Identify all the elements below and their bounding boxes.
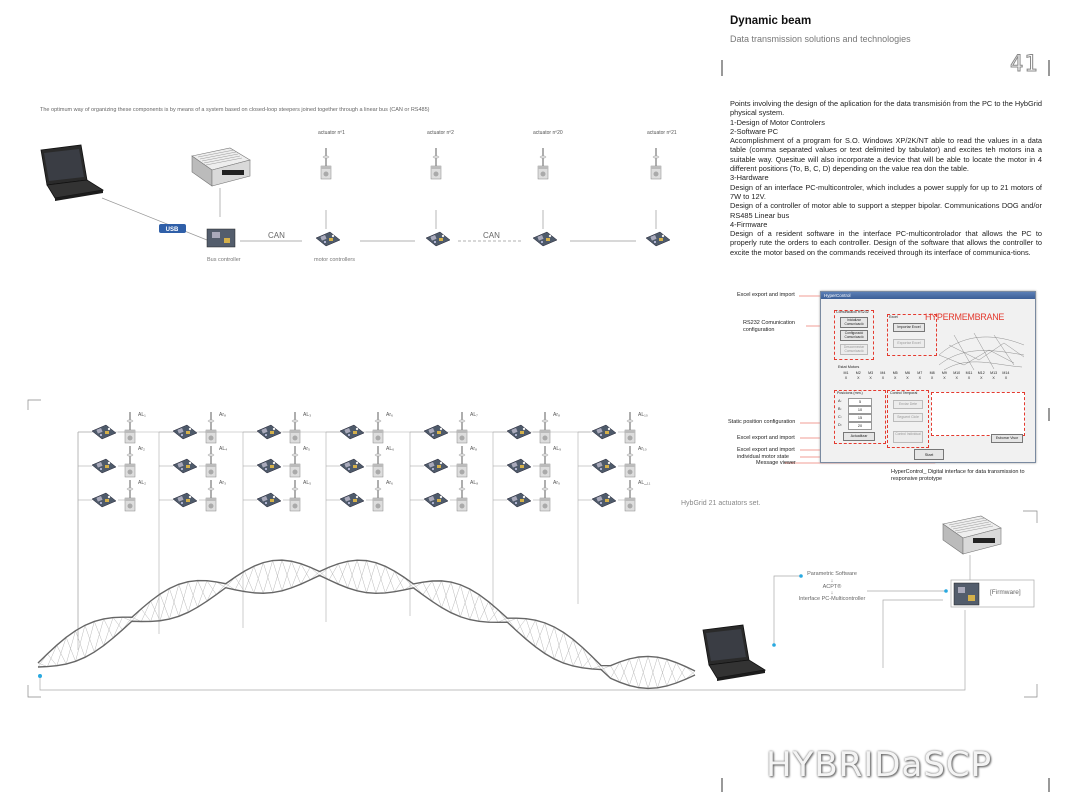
annotation-rs232: RS232 Comunication configuration: [743, 320, 795, 333]
actuator-grid-label: Ar₈: [553, 412, 561, 418]
motor-controller-icon: [507, 459, 531, 473]
motor-controller-icon: [592, 459, 616, 473]
interface-window: [820, 291, 1036, 463]
actuator-icon: [125, 480, 135, 511]
actuator-grid-label: Ar₂: [138, 446, 145, 452]
body-paragraph: 2-Software PC: [730, 126, 779, 136]
import-excel-button[interactable]: Importar Excel: [893, 323, 925, 332]
position-input[interactable]: 15: [848, 414, 872, 422]
actuator-grid-label: Ar₈: [219, 412, 227, 418]
flow-step-interface: Interface PC-Multicontroller: [798, 596, 866, 602]
actuator-icon: [457, 412, 467, 443]
bus-controller-board: [207, 229, 235, 247]
actuator-icon: [290, 480, 300, 511]
position-row: [838, 414, 880, 421]
motor-state-cell: [976, 371, 986, 381]
actuator-icon: [290, 446, 300, 477]
motor-label: M9: [941, 371, 947, 375]
link-node: [944, 589, 948, 593]
motor-label: M8: [929, 371, 935, 375]
motor-state: X: [869, 376, 872, 380]
actuator-grid-label: AL₃: [303, 412, 312, 418]
actuator-icon: [625, 412, 635, 443]
actuator-grid-label: AL_₁₁: [638, 480, 651, 486]
window-title: HyperControl: [824, 293, 851, 298]
motor-label: M7: [917, 371, 923, 375]
position-label: B:: [838, 407, 842, 411]
usb-logo: [159, 224, 186, 233]
motor-state: X: [906, 376, 909, 380]
clear-viewer-button[interactable]: Esborrar Visor: [991, 434, 1023, 443]
flow-stack: [779, 571, 885, 604]
motor-state-cell: [866, 371, 876, 381]
position-row: [838, 422, 880, 429]
init-comm-button[interactable]: Inicializar Comunicació: [840, 317, 868, 328]
motor-state: X: [967, 376, 971, 380]
export-excel-button[interactable]: Exportar Excel: [893, 339, 925, 348]
temporal-title: Control Temporal: [890, 391, 918, 395]
page-subtitle: Data transmission solutions and technologies: [730, 34, 911, 44]
body-paragraph: Accomplishment of a program for S.O. Windows XP/2K/NT able to read the values in a data table (comma separated values or text delimited by tabulator) and excites teh motors ina a suitable way. Quesitue will also incorporate a device that will be able to locate the motor in 4 different positions (To, B, C, D) depending on the value rea don the table.: [730, 136, 1042, 174]
motor-controller-icon: [173, 459, 197, 473]
motor-label: M1: [843, 371, 849, 375]
position-label: C:: [838, 415, 842, 419]
actuator-icon: [538, 148, 548, 179]
motor-controller-icon: [424, 425, 448, 439]
brand-logo: HYBRIDaSCP: [766, 745, 993, 785]
actuator-icon: [625, 446, 635, 477]
motor-state-cell: [939, 371, 949, 381]
page-number: 41: [1010, 52, 1039, 77]
motor-state-cell: [964, 371, 974, 381]
intro-text: The optimum way of organizing these components is by means of a system based on closed-loop steepers joined together through a linear bus (CAN or RS485): [40, 107, 430, 113]
motor-label: M5: [892, 371, 898, 375]
motors-header: Estat Motors: [838, 365, 860, 369]
position-label: A:: [838, 399, 842, 403]
motor-state: X: [943, 376, 946, 380]
body-paragraph: Design of a resident software in the interface PC-multicontrolador that allows the PC to properly rute the orders to each controller. Design of the software that allows the controller to excite the motor based on the commands received through its interface of communica-tions.: [730, 229, 1042, 257]
annotation-excel: Excel export and import: [737, 292, 795, 298]
motor-controller-icon: [592, 425, 616, 439]
start-button[interactable]: Start: [914, 449, 944, 460]
actuator-icon: [373, 412, 383, 443]
actuator-icon: [457, 446, 467, 477]
body-paragraph: 1-Design of Motor Controlers: [730, 117, 825, 127]
motor-controller-icon: [646, 232, 670, 246]
interface-board: [954, 583, 979, 605]
motor-state: X: [881, 376, 885, 380]
motor-state: X: [844, 376, 848, 380]
actuator-grid-label: Ar₅: [303, 446, 311, 452]
motor-label: M11: [965, 371, 973, 375]
actuator-icon: [540, 446, 550, 477]
positions-group: [834, 390, 886, 444]
motor-controller-icon: [592, 493, 616, 507]
link-node: [38, 674, 42, 678]
membrane-sketch: [934, 325, 1029, 375]
actuator-icon: [373, 446, 383, 477]
actuator-grid-label: Ar₆: [386, 412, 394, 418]
motor-label: M2: [855, 371, 861, 375]
actuator-grid-label: Ar₉: [553, 480, 560, 486]
link-node: [772, 643, 776, 647]
body-paragraph: 4-Firmware: [730, 219, 768, 229]
actuator-grid-label: AL₅: [303, 480, 312, 486]
actuator-grid-label: AL₁: [138, 412, 146, 418]
annotation-motor-state: Excel export and import individual motor state: [737, 447, 795, 460]
actuator-icon: [651, 148, 661, 179]
actuator-grid-label: Ar₈: [470, 446, 478, 452]
hybgrid-label: HybGrid 21 actuators set.: [681, 500, 761, 507]
motor-controller-icon: [507, 493, 531, 507]
actuator-grid-label: Ar₃: [219, 480, 227, 486]
power-supply-icon: [943, 516, 1001, 554]
motor-controller-icon: [424, 459, 448, 473]
svg-text:USB: USB: [165, 227, 179, 233]
actuator-icon: [625, 480, 635, 511]
actuator-label: actuator nº21: [647, 130, 677, 136]
motor-controller-icon: [340, 425, 364, 439]
interface-caption: HyperControl_ Digital interface for data transmission to responsive prototype: [891, 469, 1025, 482]
body-paragraph: 3-Hardware: [730, 173, 769, 183]
body-paragraph: Points involving the design of the aplication for the data transmisión from the PC to the HybGrid physical system.: [730, 99, 1042, 118]
disconnect-comm-button[interactable]: Desconnectar Comunicació: [840, 344, 868, 355]
motor-controller-icon: [340, 493, 364, 507]
motor-state: X: [980, 376, 983, 380]
actuator-grid-label: AL₄: [219, 446, 228, 452]
position-row: [838, 398, 880, 405]
motor-state-cell: [903, 371, 913, 381]
motor-state-cell: [853, 371, 863, 381]
motor-state: X: [857, 376, 860, 380]
motor-controller-icon: [257, 493, 281, 507]
actuator-icon: [540, 480, 550, 511]
actuator-grid: [92, 412, 651, 511]
motor-controller-icon: [92, 425, 116, 439]
bus-controller-label: Bus controller: [207, 257, 241, 263]
flow-step-acpt: ACPT®: [822, 583, 842, 590]
flow-step-parametric: Parametric Software: [807, 571, 857, 577]
annotation-message-viewer: Message viewer: [756, 460, 796, 466]
motor-controllers-label: motor controllers: [314, 257, 355, 263]
motor-label: M12: [977, 371, 985, 375]
motor-controller-icon: [340, 459, 364, 473]
motor-state: X: [918, 376, 921, 380]
window-titlebar: [821, 292, 1035, 299]
actuator-icon: [431, 148, 441, 179]
annotation-static-position: Static position configuration: [728, 419, 796, 425]
actuator-grid-label: AL₇: [470, 412, 478, 418]
motor-controller-icon: [426, 232, 450, 246]
motor-label: M3: [868, 371, 874, 375]
flow-arrow: ↓: [830, 577, 834, 584]
motor-label: M6: [905, 371, 910, 375]
motor-state-cell: [915, 371, 925, 381]
actuator-grid-label: AL₆: [386, 446, 395, 452]
motor-state-cell: [927, 371, 937, 381]
update-button[interactable]: Actualitzar: [843, 432, 875, 441]
motor-state: X: [1004, 376, 1008, 380]
rs232-group: [834, 310, 874, 360]
send-button[interactable]: Enviar Dete: [893, 400, 923, 409]
usb-cable: [102, 198, 207, 240]
motor-state: X: [992, 376, 995, 380]
individual-control-button[interactable]: Control Individual: [893, 431, 923, 443]
actuator-icon: [206, 480, 216, 511]
power-supply-icon: [192, 148, 250, 186]
motor-state-cell: [878, 371, 888, 381]
actuator-icon: [290, 412, 300, 443]
actuator-label: actuator nº1: [318, 130, 345, 136]
position-input[interactable]: 5: [848, 398, 872, 406]
motor-controller-icon: [507, 425, 531, 439]
motor-controller-icon: [316, 232, 340, 246]
temporal-group: [887, 390, 929, 448]
actuator-icon: [206, 412, 216, 443]
page-title: Dynamic beam: [730, 15, 812, 27]
motor-state: X: [930, 376, 934, 380]
hybgrid-beam: [38, 560, 695, 688]
position-input[interactable]: 10: [848, 406, 872, 414]
motor-label: M13: [990, 371, 998, 375]
position-label: D:: [838, 423, 842, 427]
motor-state-cell: [952, 371, 962, 381]
hypermembrane-logo: HYPERMEMBRANE: [925, 312, 1005, 322]
motor-controller-icon: [173, 493, 197, 507]
body-paragraph: Design of an interface PC-multicontroler, which includes a power supply for up to 21 motors of 7W to 12V.: [730, 182, 1042, 201]
can-label-1: CAN: [268, 231, 285, 240]
message-viewer[interactable]: [931, 392, 1025, 436]
can-bus-lines: [240, 210, 656, 241]
actuator-icon: [457, 480, 467, 511]
actuator-label: actuator nº2: [427, 130, 454, 136]
position-input[interactable]: 20: [848, 422, 872, 430]
rs232-title: Comunicació RS232: [836, 310, 869, 314]
next-cycle-button[interactable]: Seguent Cicle: [893, 413, 923, 422]
motor-state-cell: [841, 371, 851, 381]
motor-controller-icon: [257, 459, 281, 473]
actuator-grid-label: AL₁₀: [638, 412, 648, 418]
actuator-icon: [125, 446, 135, 477]
position-row: [838, 406, 880, 413]
config-comm-button[interactable]: Configuració Comunicació: [840, 330, 868, 341]
actuator-icon: [125, 412, 135, 443]
motor-controller-icon: [424, 493, 448, 507]
body-text: [730, 99, 1042, 257]
firmware-label: [Firmware]: [990, 589, 1021, 596]
actuator-grid-label: AL₈: [470, 480, 479, 486]
annotation-excel-2: Excel export and import: [737, 435, 795, 441]
motor-controller-icon: [92, 459, 116, 473]
motor-controller-icon: [173, 425, 197, 439]
actuator-icon: [321, 148, 331, 179]
motor-state: X: [955, 376, 958, 380]
motor-label: M4: [880, 371, 886, 375]
actuator-grid-label: Ar₆: [386, 480, 394, 486]
motor-state: X: [893, 376, 897, 380]
body-paragraph: Design of a controller of motor able to support a stepper bipolar. Communications DOG and/or RS485 Linear bus: [730, 201, 1042, 220]
excel-title: Excel: [889, 315, 898, 319]
motor-controller-icon: [257, 425, 281, 439]
actuator-grid-label: AL₉: [553, 446, 562, 452]
motor-state-cell: [1001, 371, 1011, 381]
actuator-icon: [540, 412, 550, 443]
actuator-grid-label: AL₂: [138, 480, 147, 486]
motor-label: M10: [953, 371, 961, 375]
motor-state-cell: [890, 371, 900, 381]
actuator-icon: [206, 446, 216, 477]
flow-arrow: ↓: [830, 590, 834, 596]
actuator-icon: [373, 480, 383, 511]
actuator-label: actuator nº20: [533, 130, 563, 136]
positions-title: Posicions (mm.): [837, 391, 863, 395]
actuator-grid-label: Ar₁₀: [638, 446, 647, 452]
motor-state-cell: [989, 371, 999, 381]
motor-controller-icon: [92, 493, 116, 507]
can-label-2: CAN: [483, 231, 500, 240]
laptop-icon: [41, 145, 103, 201]
laptop-icon: [703, 625, 765, 681]
motor-label: M14: [1002, 371, 1010, 375]
motor-controller-icon: [533, 232, 557, 246]
